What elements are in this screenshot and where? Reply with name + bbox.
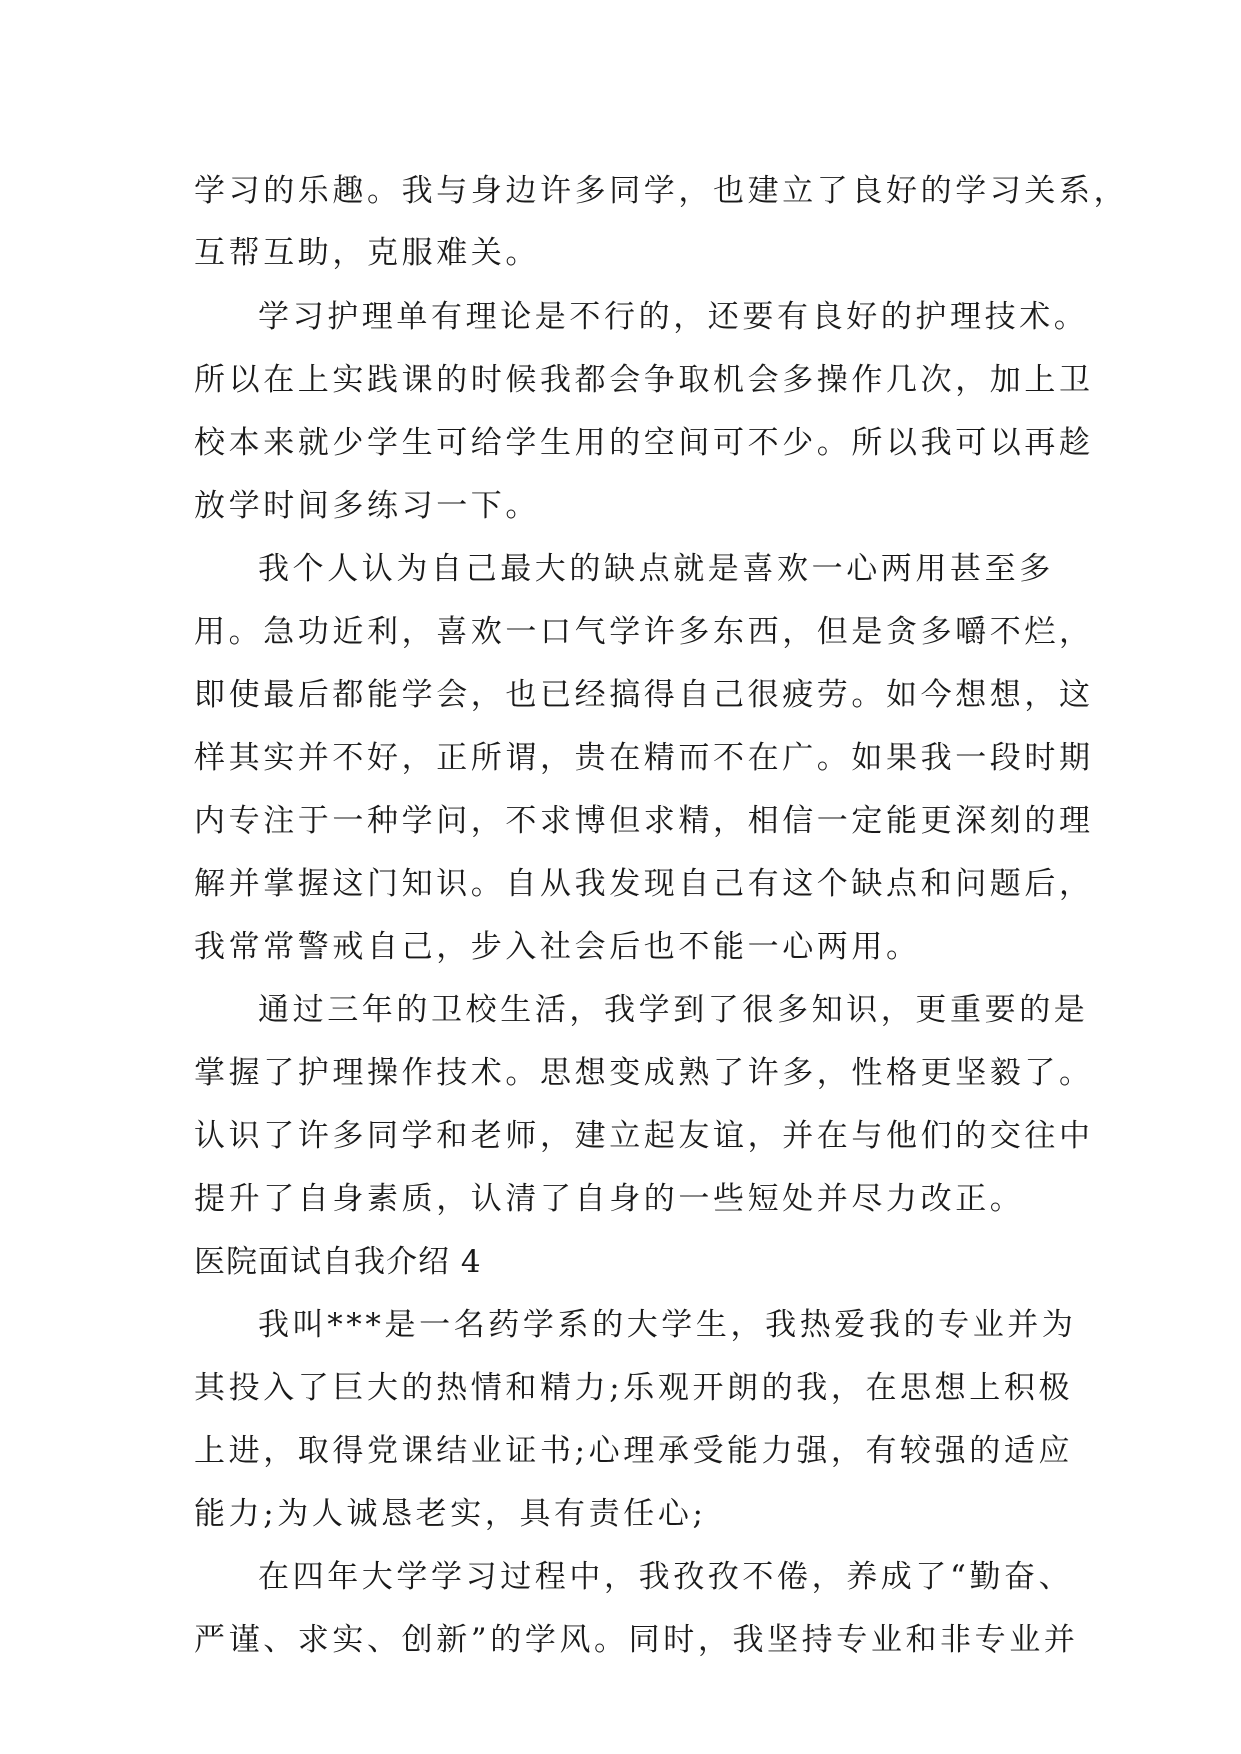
text-line: 其投入了巨大的热情和精力;乐观开朗的我，在思想上积极 [194, 1370, 1074, 1406]
paragraph-first-line: 我个人认为自己最大的缺点就是喜欢一心两用甚至多 [258, 551, 1054, 587]
text-line: 放学时间多练习一下。 [194, 488, 540, 524]
text-line: 认识了许多同学和老师，建立起友谊，并在与他们的交往中 [194, 1118, 1094, 1154]
text-line: 能力;为人诚恳老实，具有责任心; [194, 1496, 707, 1532]
text-line: 样其实并不好，正所谓，贵在精而不在广。如果我一段时期 [194, 740, 1094, 776]
text-line: 即使最后都能学会，也已经搞得自己很疲劳。如今想想，这 [194, 677, 1094, 713]
text-line: 上进，取得党课结业证书;心理承受能力强，有较强的适应 [194, 1433, 1074, 1469]
text-line: 严谨、求实、创新”的学风。同时，我坚持专业和非专业并 [194, 1622, 1079, 1658]
text-line: 用。急功近利，喜欢一口气学许多东西，但是贪多嚼不烂， [194, 614, 1094, 650]
text-line: 学习的乐趣。我与身边许多同学，也建立了良好的学习关系， [194, 173, 1129, 209]
paragraph-first-line: 我叫***是一名药学系的大学生，我热爱我的专业并为 [258, 1307, 1077, 1343]
section-heading: 医院面试自我介绍 4 [194, 1244, 482, 1280]
text-line: 解并掌握这门知识。自从我发现自己有这个缺点和问题后， [194, 866, 1094, 902]
text-line: 校本来就少学生可给学生用的空间可不少。所以我可以再趁 [194, 425, 1094, 461]
text-line: 提升了自身素质，认清了自身的一些短处并尽力改正。 [194, 1181, 1025, 1217]
text-line: 互帮互助，克服难关。 [194, 235, 540, 271]
paragraph-first-line: 在四年大学学习过程中，我孜孜不倦，养成了“勤奋、 [258, 1559, 1074, 1595]
text-line: 我常常警戒自己，步入社会后也不能一心两用。 [194, 929, 921, 965]
text-line: 掌握了护理操作技术。思想变成熟了许多，性格更坚毅了。 [194, 1055, 1094, 1091]
paragraph-first-line: 学习护理单有理论是不行的，还要有良好的护理技术。 [258, 299, 1089, 335]
text-line: 所以在上实践课的时候我都会争取机会多操作几次，加上卫 [194, 362, 1094, 398]
paragraph-first-line: 通过三年的卫校生活，我学到了很多知识，更重要的是 [258, 992, 1089, 1028]
text-line: 内专注于一种学问，不求博但求精，相信一定能更深刻的理 [194, 803, 1094, 839]
